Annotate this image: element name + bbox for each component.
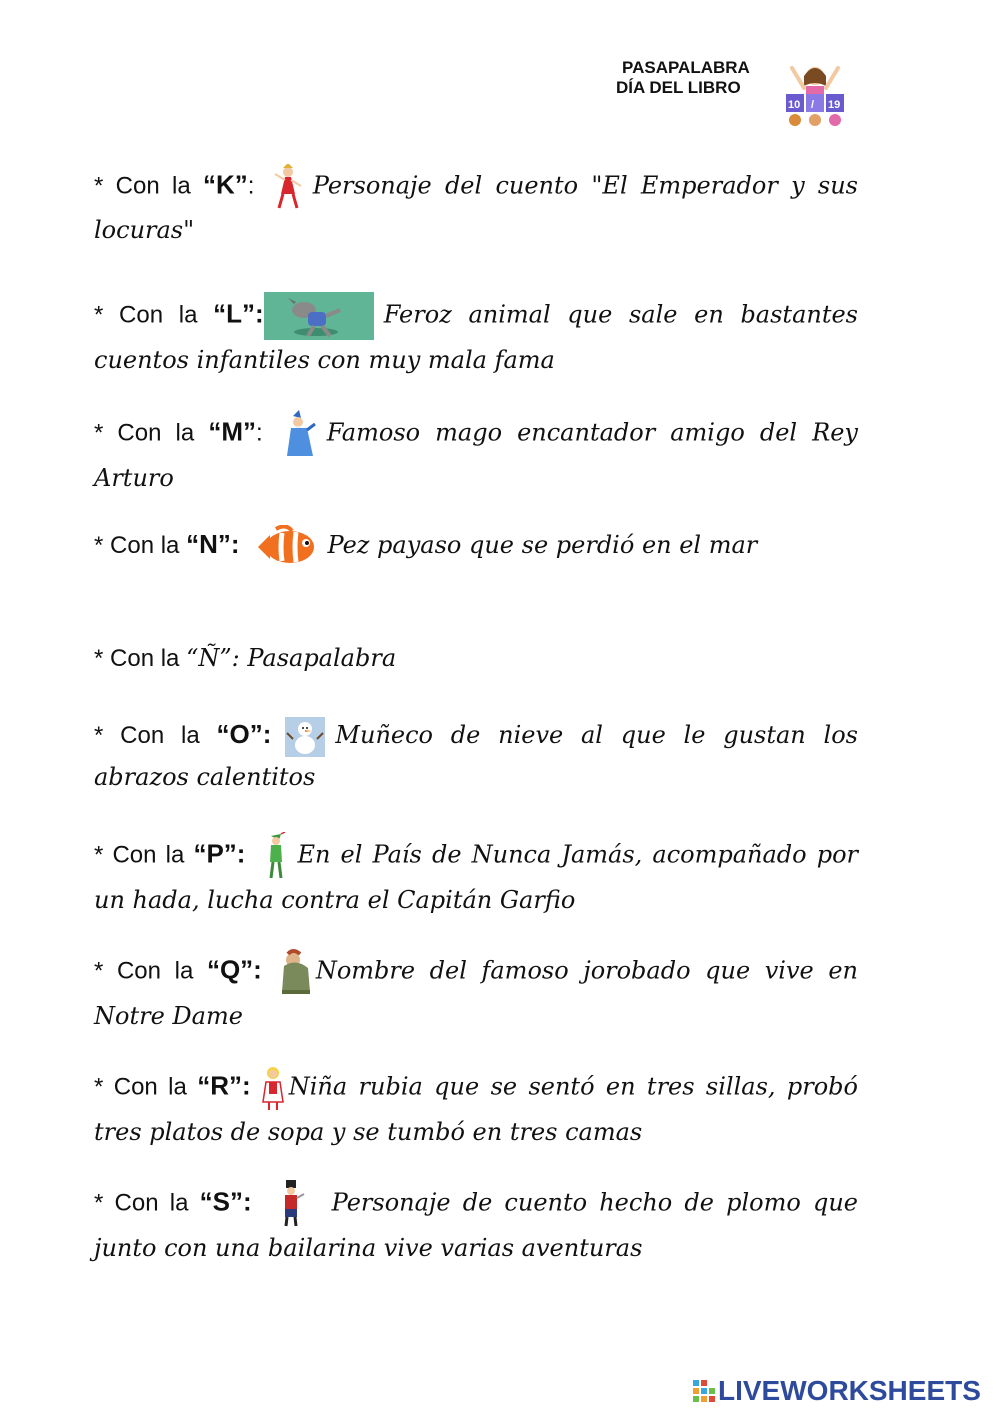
header-title: PASAPALABRA — [622, 58, 750, 77]
clue-text: En el País de Nunca Jamás, acompañado por un hada, lucha contra el Capitán Garfio — [94, 840, 858, 914]
hunchback-icon — [278, 948, 314, 996]
clue-letter: “M” — [208, 416, 257, 447]
clue-text: Niña rubia que se sentó en tres sillas, probó tres platos de sopa y se tumbó en tres camas — [94, 1072, 858, 1146]
clue-letter: “Q”: — [206, 954, 262, 985]
clue-text: Nombre del famoso jorobado que vive en Notre Dame — [94, 956, 858, 1030]
blonde-girl-icon — [261, 1064, 285, 1112]
wizard-icon — [283, 410, 317, 458]
snowman-icon — [285, 717, 325, 757]
clue-prefix: * Con la — [94, 1073, 198, 1101]
clue-item-s — [94, 1180, 858, 1268]
clue-letter: “N”: — [186, 529, 240, 559]
clue-item-o — [94, 714, 858, 797]
page-header — [600, 58, 800, 98]
liveworksheets-mark-icon — [693, 1380, 715, 1402]
clue-text: “Ñ”: Pasapalabra — [186, 644, 397, 672]
clue-prefix: * Con la — [94, 301, 214, 329]
clue-separator: : — [256, 419, 277, 447]
clue-prefix: * Con la — [94, 722, 217, 749]
clue-text: Personaje del cuento "El Emperador y sus locuras" — [94, 171, 858, 244]
brand-name: LIVEWORKSHEETS — [718, 1375, 981, 1406]
svg-text:10: 10 — [788, 99, 801, 111]
clue-prefix: * Con la — [94, 419, 209, 447]
clue-letter: “S”: — [199, 1186, 252, 1217]
clue-separator: : — [247, 172, 267, 200]
clue-item-enye — [94, 638, 858, 679]
clue-letter: “O”: — [216, 719, 272, 749]
tin-soldier-icon — [276, 1180, 308, 1228]
teacher-avatar-icon — [784, 62, 846, 128]
clue-letter: “L”: — [213, 298, 264, 329]
clue-item-l — [94, 292, 858, 380]
clue-prefix: * Con la — [94, 841, 194, 869]
svg-text:/: / — [811, 99, 815, 111]
wolf-icon — [264, 292, 374, 340]
empress-character-icon — [273, 164, 303, 210]
clue-letter: “K” — [202, 169, 248, 200]
clue-text: Famoso mago encantador amigo del Rey Arturo — [94, 418, 858, 492]
clue-item-m — [94, 410, 858, 498]
peter-pan-icon — [265, 832, 287, 880]
clue-item-n — [94, 524, 858, 569]
clue-prefix: * Con la — [94, 1189, 200, 1217]
clue-prefix: * Con la — [94, 532, 187, 559]
clue-item-r — [94, 1064, 858, 1152]
clue-letter: “R”: — [197, 1070, 251, 1101]
clue-text: Feroz animal que sale en bastantes cuentos infantiles con muy mala fama — [94, 300, 859, 374]
clue-prefix: * Con la — [94, 645, 187, 672]
svg-text:19: 19 — [828, 99, 841, 111]
clue-item-p — [94, 832, 858, 920]
clue-prefix: * Con la — [94, 957, 207, 985]
clue-letter: “P”: — [193, 838, 246, 869]
clue-text: Pez payaso que se perdió en el mar — [327, 531, 758, 559]
clue-prefix: * Con la — [94, 172, 203, 200]
clue-text: Personaje de cuento hecho de plomo que junto con una bailarina vive varias aventuras — [94, 1188, 858, 1262]
clue-item-k — [94, 164, 858, 250]
clownfish-icon — [256, 525, 318, 569]
liveworksheets-logo — [693, 1376, 993, 1406]
clue-text: Muñeco de nieve al que le gustan los abrazos calentitos — [94, 721, 858, 791]
clue-item-q — [94, 948, 858, 1036]
header-subtitle: DÍA DEL LIBRO — [616, 78, 741, 97]
